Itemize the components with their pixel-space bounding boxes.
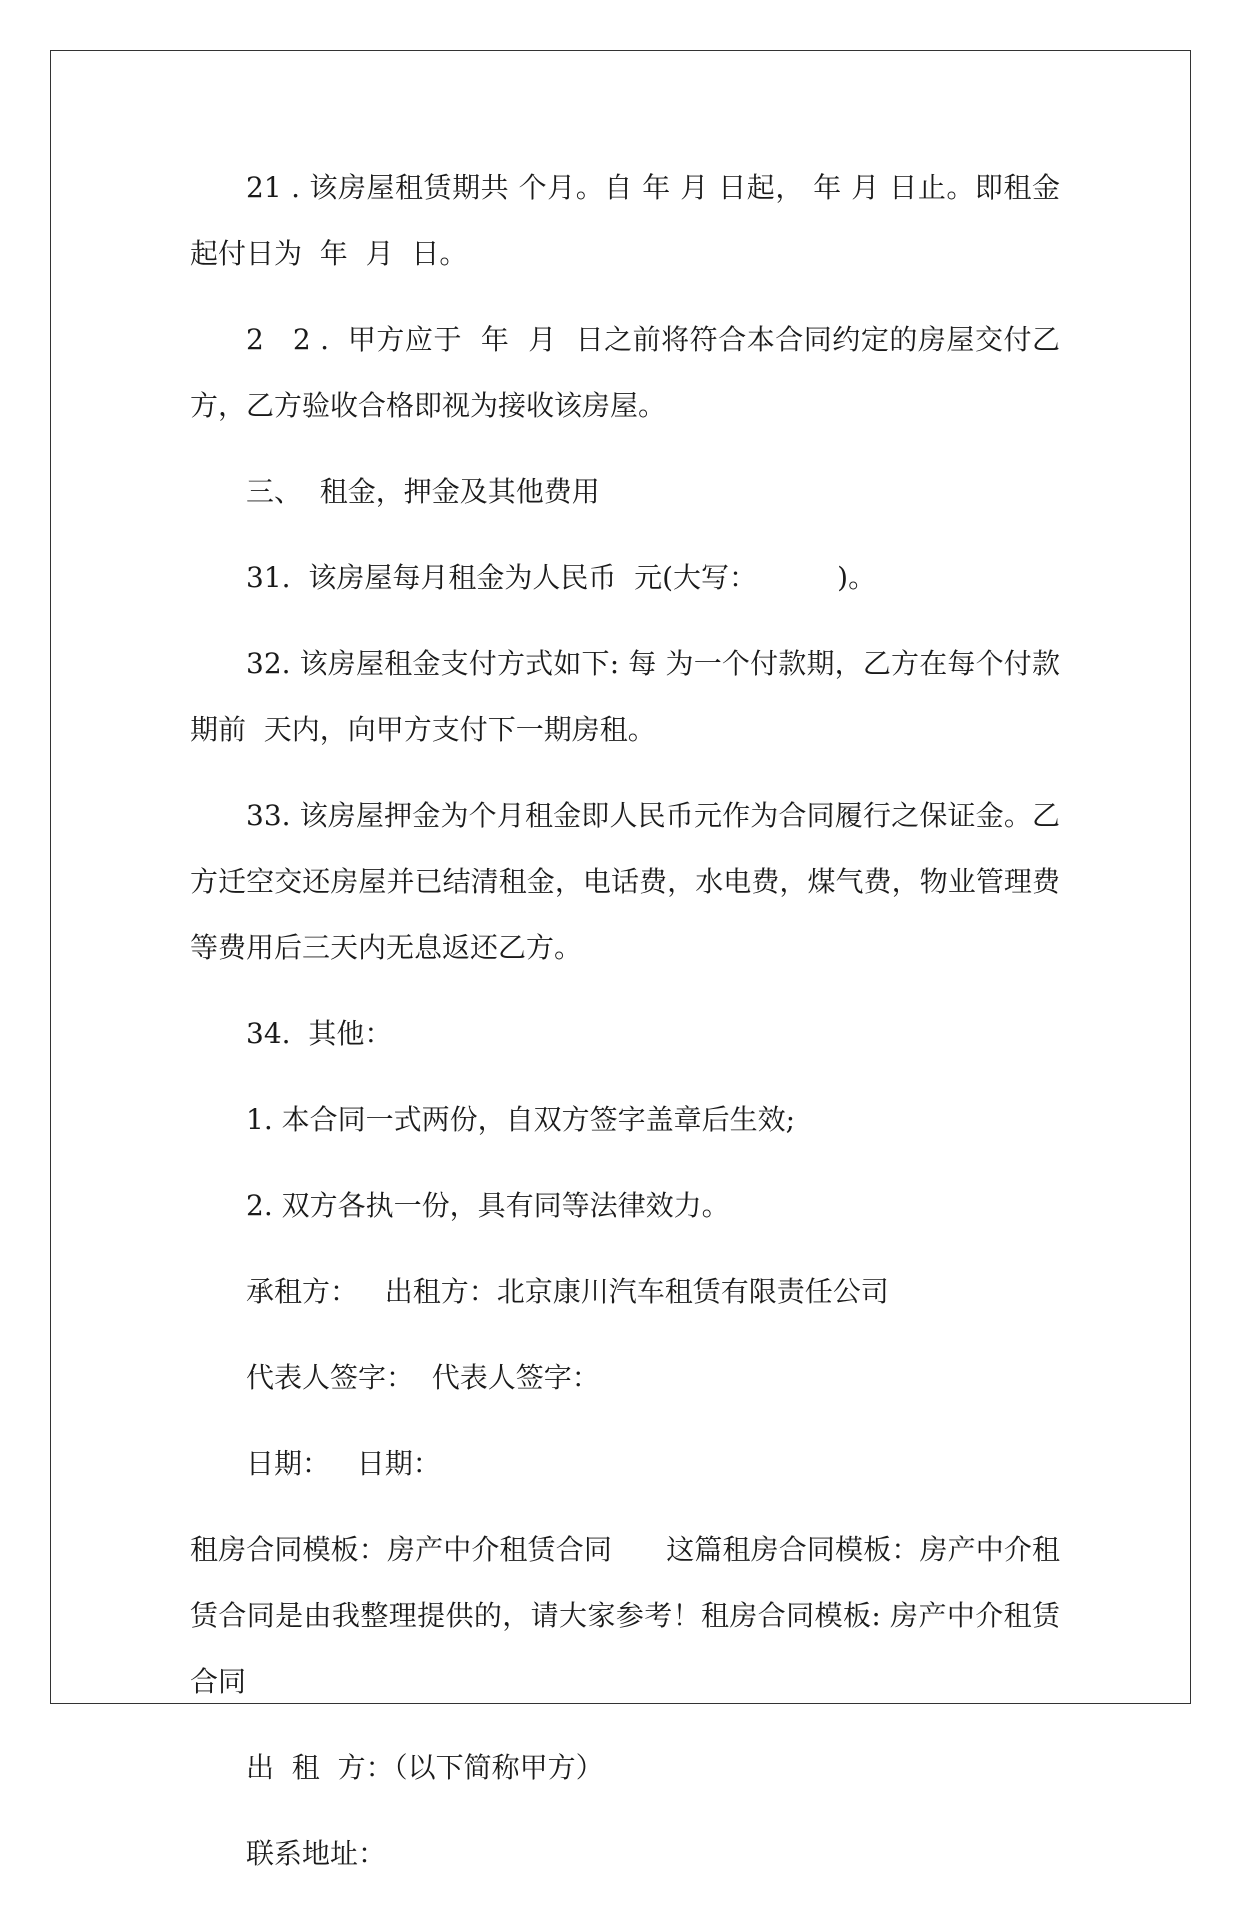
paragraph-lease-term: 21 . 该房屋租赁期共 个月。自 年 月 日起， 年 月 日止。即租金起付日为 年 月 日。 [190, 171, 1060, 270]
paragraph-contact-address: 联系地址： [246, 1837, 387, 1870]
paragraph-deposit: 33. 该房屋押金为个月租金即人民币元作为合同履行之保证金。乙方迁空交还房屋并已结清租金，电话费，水电费，煤气费，物业管理费等费用后三天内无息返还乙方。 [190, 799, 1060, 964]
paragraph-payment-method: 32. 该房屋租金支付方式如下: 每 为一个付款期，乙方在每个付款期前 天内，向甲方支付下一期房租。 [190, 647, 1060, 746]
paragraph-handover: 2 2 . 甲方应于 年 月 日之前将符合本合同约定的房屋交付乙方，乙方验收合格即视为接收该房屋。 [190, 323, 1060, 422]
paragraph-other: 34. 其他： [246, 1017, 393, 1050]
paragraph-clause-1: 1. 本合同一式两份，自双方签字盖章后生效; [246, 1103, 796, 1136]
paragraph-parties: 承租方： 出租方：北京康川汽车租赁有限责任公司 [246, 1275, 889, 1308]
paragraph-signatures: 代表人签字： 代表人签字： [246, 1361, 600, 1394]
document-body [190, 155, 1060, 1907]
section-heading-rent: 三、 租金，押金及其他费用 [246, 475, 600, 508]
paragraph-clause-2: 2. 双方各执一份，具有同等法律效力。 [246, 1189, 730, 1222]
paragraph-template-intro: 租房合同模板：房产中介租赁合同 这篇租房合同模板：房产中介租赁合同是由我整理提供的，请大家参考！租房合同模板: 房产中介租赁合同 [190, 1533, 1060, 1698]
paragraph-monthly-rent: 31. 该房屋每月租金为人民币 元(大写： )。 [246, 561, 877, 594]
paragraph-lessor: 出 租 方：（以下简称甲方） [246, 1751, 604, 1784]
paragraph-dates: 日期： 日期： [246, 1447, 441, 1480]
